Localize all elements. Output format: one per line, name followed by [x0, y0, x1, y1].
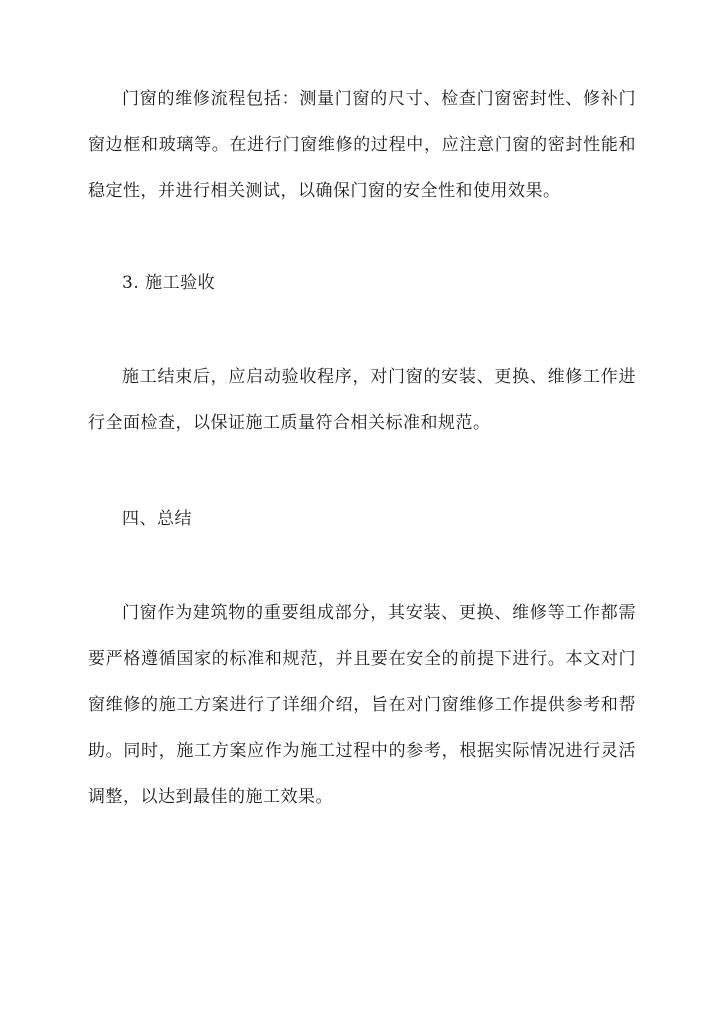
- paragraph-acceptance: 施工结束后，应启动验收程序，对门窗的安装、更换、维修工作进行全面检查，以保证施工质量符合相关标准和规范。: [88, 367, 636, 433]
- paragraph-summary: 门窗作为建筑物的重要组成部分，其安装、更换、维修等工作都需要严格遵循国家的标准和规范，并且要在安全的前提下进行。本文对门窗维修的施工方案进行了详细介绍，旨在对门窗维修工作提供参考和帮助。同时，施工方案应作为施工过程中的参考，根据实际情况进行灵活调整，以达到最佳的施工效果。: [88, 603, 636, 807]
- paragraph-maintenance-process: 门窗的维修流程包括：测量门窗的尺寸、检查门窗密封性、修补门窗边框和玻璃等。在进行门窗维修的过程中，应注意门窗的密封性能和稳定性，并进行相关测试，以确保门窗的安全性和使用效果。: [88, 89, 636, 201]
- section-heading-summary: 四、总结: [122, 509, 192, 529]
- section-heading-acceptance: 3. 施工验收: [122, 273, 216, 293]
